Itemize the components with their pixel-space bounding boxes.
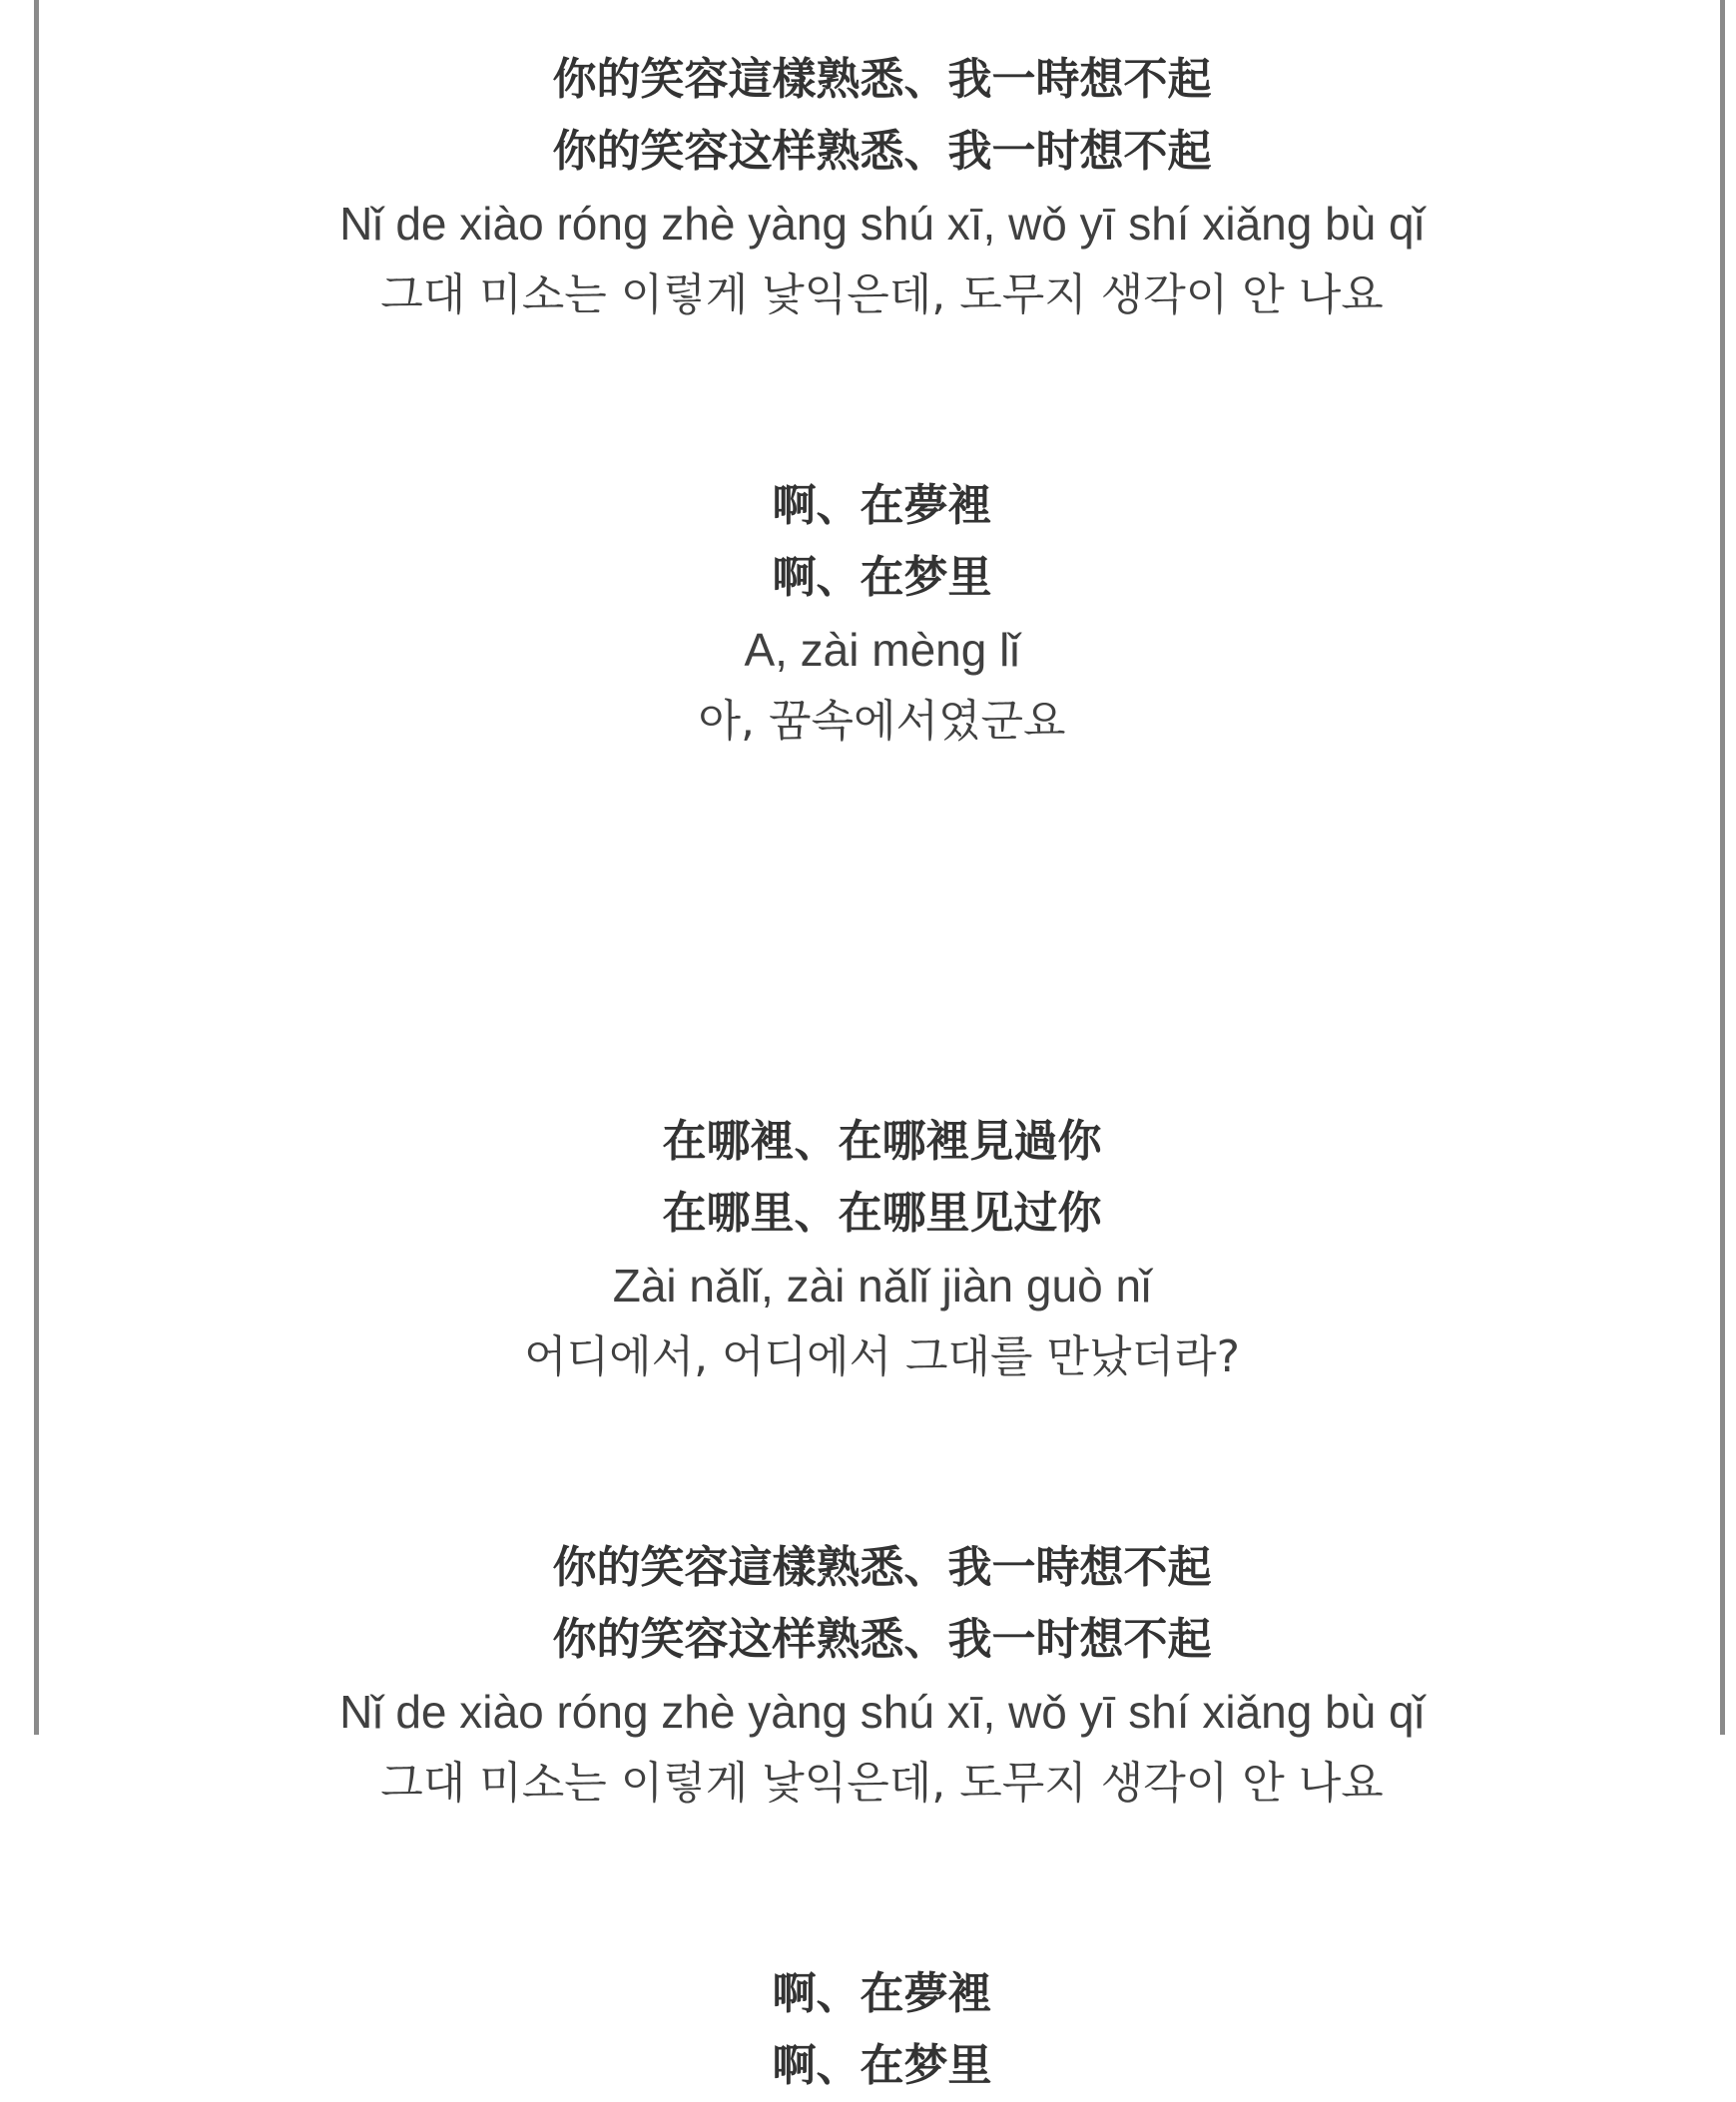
simplified-chinese-line: 你的笑容这样熟悉、我一时想不起 xyxy=(552,126,1212,177)
stanza-spacer xyxy=(39,331,1725,470)
pinyin-line: Nǐ de xiào róng zhè yàng shú xī, wǒ yī shí xiǎng bù qǐ xyxy=(339,198,1425,250)
stanza-spacer xyxy=(39,1820,1725,1958)
pinyin-line: Nǐ de xiào róng zhè yàng shú xī, wǒ yī shí xiǎng bù qǐ xyxy=(339,1686,1425,1738)
section-spacer xyxy=(39,758,1725,1106)
lyrics-stanza xyxy=(39,1106,1725,1393)
traditional-chinese-line: 你的笑容這樣熟悉、我一時想不起 xyxy=(552,54,1212,105)
pinyin-line: Zài nǎlǐ, zài nǎlǐ jiàn guò nǐ xyxy=(612,1260,1152,1312)
korean-translation-line: 그대 미소는 이렇게 낯익은데, 도무지 생각이 안 나요 xyxy=(380,1758,1384,1809)
korean-translation-line: 어디에서, 어디에서 그대를 만났더라? xyxy=(524,1331,1240,1382)
lyrics-stanza xyxy=(39,470,1725,758)
lyrics-stanza xyxy=(39,44,1725,331)
traditional-chinese-line: 啊、在夢裡 xyxy=(772,480,992,531)
lyrics-stanza xyxy=(39,1532,1725,1820)
korean-translation-line: 아, 꿈속에서였군요 xyxy=(698,696,1066,747)
lyrics-body xyxy=(39,44,1725,2102)
simplified-chinese-line: 啊、在梦里 xyxy=(772,2040,992,2091)
traditional-chinese-line: 啊、在夢裡 xyxy=(772,1968,992,2019)
pinyin-line: A, zài mèng lǐ xyxy=(744,624,1020,676)
lyrics-stanza xyxy=(39,1958,1725,2102)
simplified-chinese-line: 你的笑容这样熟悉、我一时想不起 xyxy=(552,1614,1212,1665)
stanza-spacer xyxy=(39,1393,1725,1532)
traditional-chinese-line: 你的笑容這樣熟悉、我一時想不起 xyxy=(552,1542,1212,1593)
simplified-chinese-line: 在哪里、在哪里见过你 xyxy=(662,1188,1102,1239)
traditional-chinese-line: 在哪裡、在哪裡見過你 xyxy=(662,1116,1102,1167)
korean-translation-line: 그대 미소는 이렇게 낯익은데, 도무지 생각이 안 나요 xyxy=(380,269,1384,320)
simplified-chinese-line: 啊、在梦里 xyxy=(772,552,992,603)
